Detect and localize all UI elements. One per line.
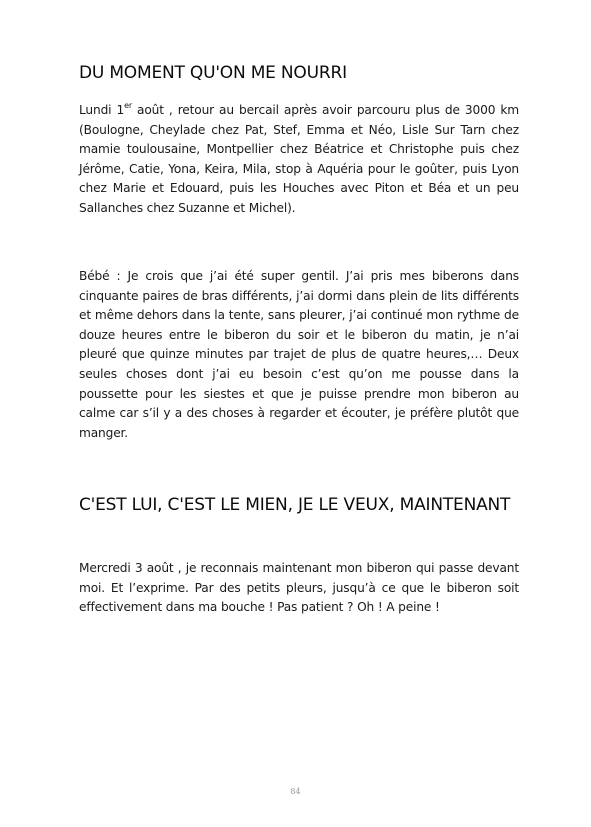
paragraph-bottle-recognition: Mercredi 3 août , je reconnais maintenant mon biberon qui passe devant moi. Et l’exprime. Par des petits pleurs, jusqu’à ce que le biberon soit effectivement dans ma bouche ! Pas patient ? Oh ! A peine ! — [79, 561, 519, 615]
paragraph-trip-text: août , retour au bercail après avoir parcouru plus de 3000 km (Boulogne, Cheylade chez Pat, Stef, Emma et Néo, Lisle Sur Tarn chez mamie toulousaine, Montpellier chez Béatrice et Christophe puis chez Jérôme, Catie, Yona, Keira, Mila, stop à Aquéria pour le goûter, puis Lyon chez Marie et Edouard, puis les Houches avec Piton et Béa et un peu Sallanches chez Suzanne et Michel). — [79, 103, 519, 215]
page-number: 84 — [290, 787, 301, 796]
section-heading-feeding: DU MOMENT QU'ON ME NOURRI — [79, 63, 347, 83]
section-heading-bottle: C'EST LUI, C'EST LE MIEN, JE LE VEUX, MAINTENANT — [79, 495, 511, 515]
ordinal-superscript: er — [124, 100, 132, 110]
paragraph-return-trip — [79, 101, 519, 219]
paragraph-baby-voice: Bébé : Je crois que j’ai été super gentil. J’ai pris mes biberons dans cinquante paires de bras différents, j’ai dormi dans plein de lits différents et même dehors dans la tente, sans pleurer, j’ai continué mon rythme de douze heures entre le biberon du soir et le biberon du matin, je n’ai pleuré que quinze minutes par trajet de plus de quatre heures,… Deux seules choses dont j’ai eu besoin c’est qu’on me pousse dans la poussette pour les siestes et que je puisse prendre mon biberon au calme car s’il y a des choses à regarder et écouter, je préfère plutôt que manger. — [79, 269, 519, 440]
paragraph-date-start: Lundi 1 — [79, 103, 125, 117]
